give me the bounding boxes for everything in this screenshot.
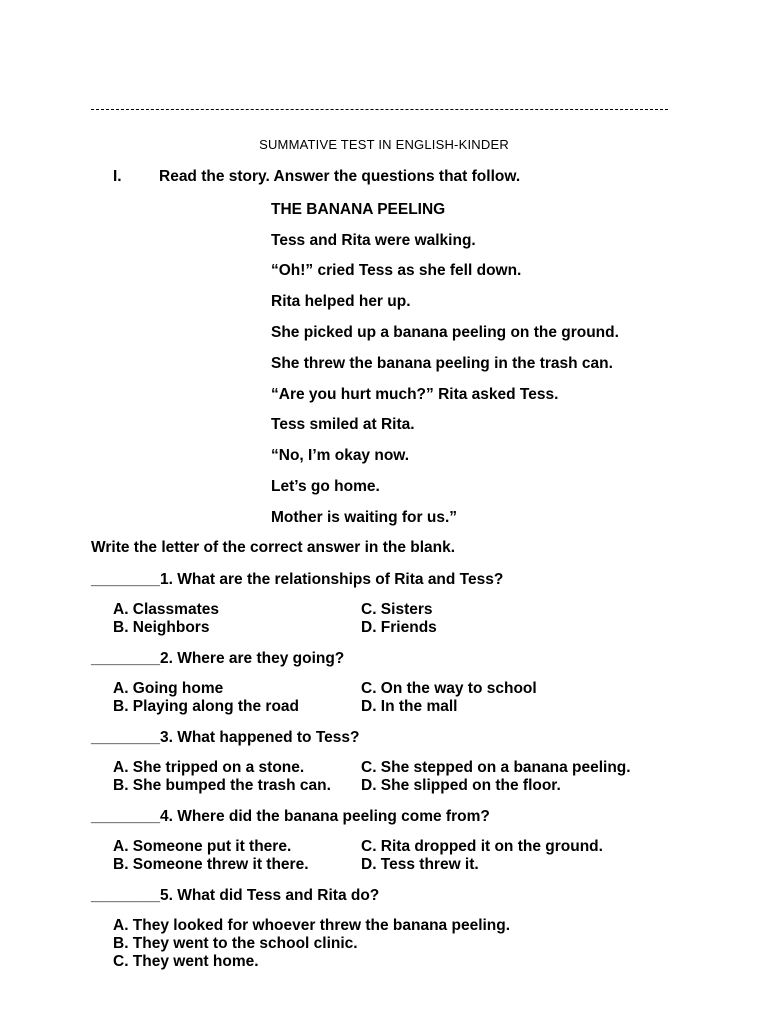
q2-option-b: B. Playing along the road bbox=[113, 698, 300, 715]
q2-option-a: A. Going home bbox=[113, 680, 224, 697]
q1-option-a: A. Classmates bbox=[113, 601, 219, 618]
q3-option-c: C. She stepped on a banana peeling. bbox=[361, 759, 631, 776]
q1-option-c: C. Sisters bbox=[361, 601, 433, 618]
header-divider bbox=[91, 109, 668, 110]
answer-instruction: Write the letter of the correct answer in the blank. bbox=[91, 539, 456, 556]
part-instruction: Read the story. Answer the questions that follow. bbox=[159, 168, 521, 185]
story-line: She threw the banana peeling in the trash can. bbox=[271, 355, 613, 372]
q2-option-d: D. In the mall bbox=[361, 698, 458, 715]
q3-option-d: D. She slipped on the floor. bbox=[361, 777, 561, 794]
story-line: “No, I’m okay now. bbox=[271, 447, 410, 464]
question-4: ________4. Where did the banana peeling come from? bbox=[91, 808, 490, 825]
test-title: SUMMATIVE TEST IN ENGLISH-KINDER bbox=[259, 137, 509, 152]
story-line: Tess and Rita were walking. bbox=[271, 232, 476, 249]
part-numeral: I. bbox=[113, 168, 122, 185]
q5-option-a: A. They looked for whoever threw the banana peeling. bbox=[113, 917, 511, 934]
q4-option-b: B. Someone threw it there. bbox=[113, 856, 309, 873]
question-3: ________3. What happened to Tess? bbox=[91, 729, 360, 746]
q3-option-b: B. She bumped the trash can. bbox=[113, 777, 331, 794]
q5-option-c: C. They went home. bbox=[113, 953, 259, 970]
story-line: Mother is waiting for us.” bbox=[271, 509, 458, 526]
q1-option-d: D. Friends bbox=[361, 619, 437, 636]
q4-option-c: C. Rita dropped it on the ground. bbox=[361, 838, 603, 855]
question-1: ________1. What are the relationships of Rita and Tess? bbox=[91, 571, 504, 588]
story-line: She picked up a banana peeling on the ground. bbox=[271, 324, 619, 341]
story-line: Let’s go home. bbox=[271, 478, 380, 495]
question-5: ________5. What did Tess and Rita do? bbox=[91, 887, 380, 904]
q2-option-c: C. On the way to school bbox=[361, 680, 537, 697]
q5-option-b: B. They went to the school clinic. bbox=[113, 935, 358, 952]
story-line: “Are you hurt much?” Rita asked Tess. bbox=[271, 386, 559, 403]
question-2: ________2. Where are they going? bbox=[91, 650, 345, 667]
q4-option-a: A. Someone put it there. bbox=[113, 838, 292, 855]
story-line: “Oh!” cried Tess as she fell down. bbox=[271, 262, 522, 279]
q3-option-a: A. She tripped on a stone. bbox=[113, 759, 305, 776]
story-title: THE BANANA PEELING bbox=[271, 201, 446, 218]
story-line: Rita helped her up. bbox=[271, 293, 411, 310]
story-line: Tess smiled at Rita. bbox=[271, 416, 415, 433]
q1-option-b: B. Neighbors bbox=[113, 619, 210, 636]
q4-option-d: D. Tess threw it. bbox=[361, 856, 479, 873]
